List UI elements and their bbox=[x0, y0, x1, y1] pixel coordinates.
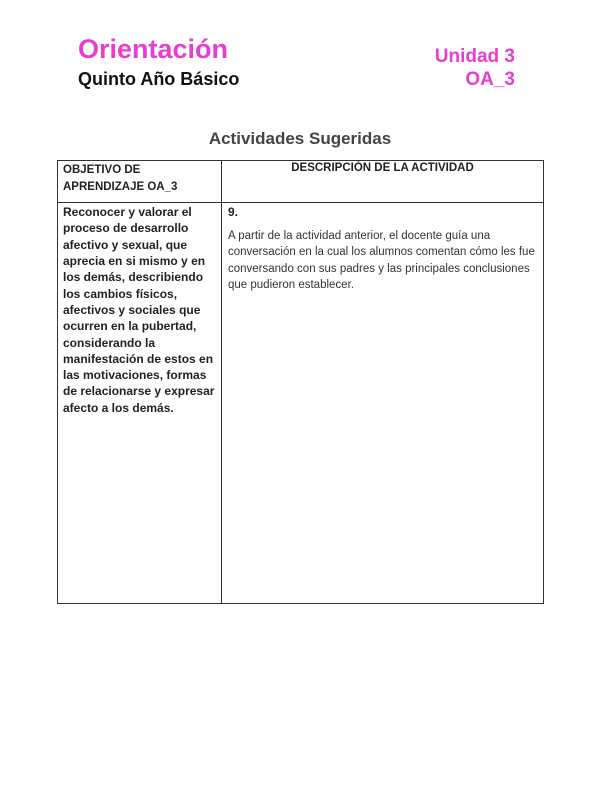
objective-column-header: OBJETIVO DE APRENDIZAJE OA_3 bbox=[58, 161, 222, 203]
unit-label: Unidad 3 bbox=[434, 46, 515, 67]
document-subtitle: Quinto Año Básico bbox=[78, 69, 240, 89]
section-title: Actividades Sugeridas bbox=[208, 129, 392, 148]
table-row bbox=[58, 203, 544, 604]
description-column-header: DESCRIPCIÓN DE LA ACTIVIDAD bbox=[222, 161, 544, 203]
activities-table bbox=[57, 160, 544, 604]
activity-description: A partir de la actividad anterior, el docente guía una conversación en la cual los alumnos comentan cómo les fue conversando con sus padres y las principales conclusiones que pudieron establecer. bbox=[228, 230, 535, 291]
objective-code: OA_3 bbox=[465, 69, 515, 90]
description-cell bbox=[222, 203, 544, 604]
objective-cell: Reconocer y valorar el proceso de desarrollo afectivo y sexual, que aprecia en si mismo y en los demás, describiendo los cambios físicos, afectivos y sociales que ocurren en la pubertad, considerando la manifestación de estos en las motivaciones, formas de relacionarse y expresar afecto a los demás. bbox=[58, 203, 222, 604]
table-header-row bbox=[58, 161, 544, 203]
activity-number: 9. bbox=[228, 205, 239, 219]
document-title: Orientación bbox=[78, 34, 229, 64]
